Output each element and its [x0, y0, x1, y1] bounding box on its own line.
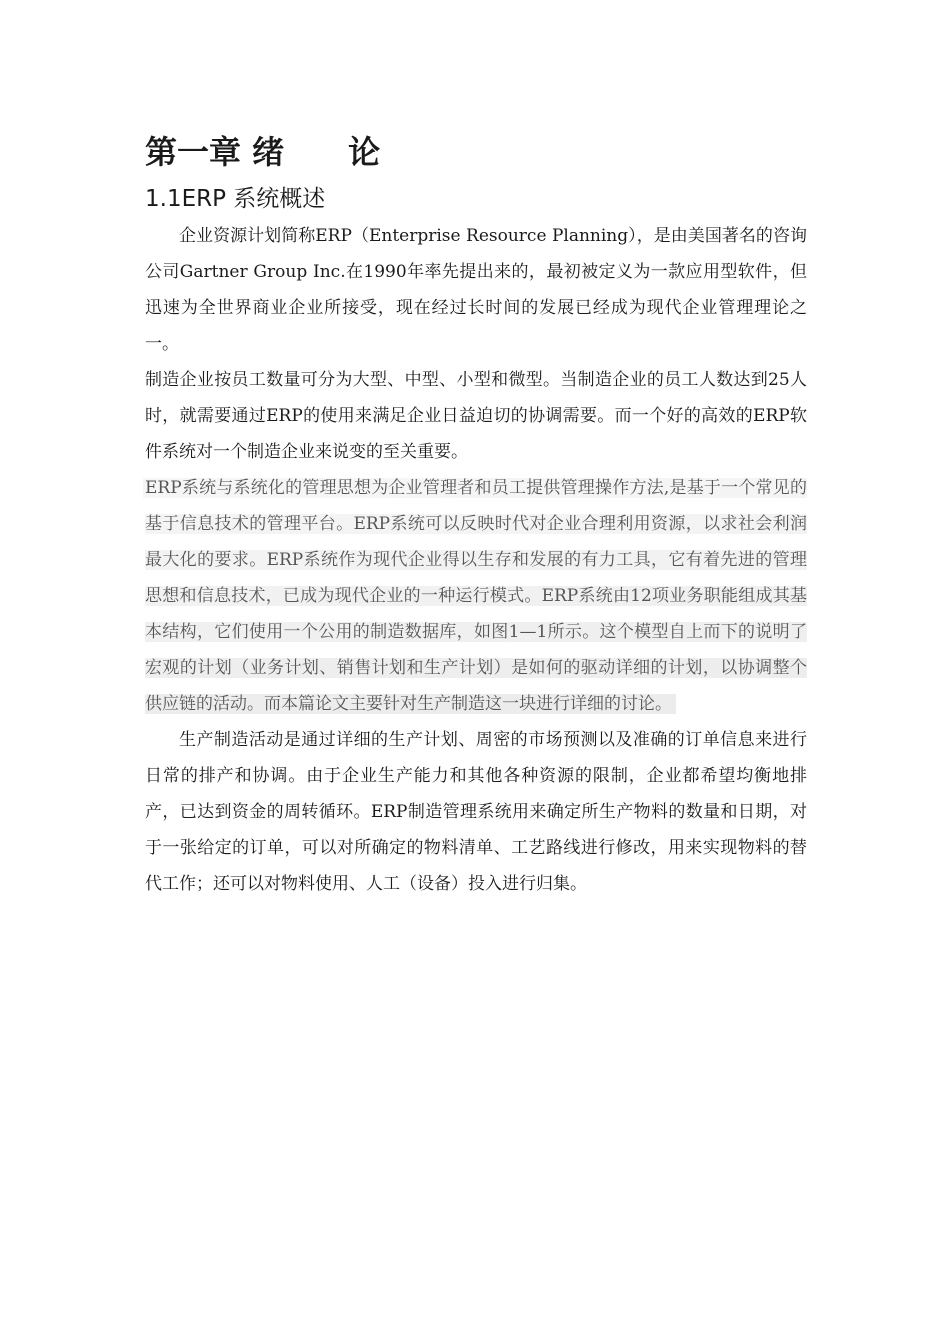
document-page [145, 128, 807, 902]
section-title: 1.1ERP 系统概述 [145, 186, 326, 212]
paragraph-erp-definition: 企业资源计划简称ERP（Enterprise Resource Planning），是由美国著名的咨询公司Gartner Group Inc.在1990年率先提出来的，最初被定义为一款应用型软件，但迅速为全世界商业企业所接受，现在经过长时间的发展已经成为现代企业管理理论之一。 [145, 226, 807, 354]
paragraph-erp-system [145, 470, 807, 722]
paragraph-production-activities: 生产制造活动是通过详细的生产计划、周密的市场预测以及准确的订单信息来进行日常的排产和协调。由于企业生产能力和其他各种资源的限制，企业都希望均衡地排产，已达到资金的周转循环。ERP制造管理系统用来确定所生产物料的数量和日期，对于一张给定的订单，可以对所确定的物料清单、工艺路线进行修改，用来实现物料的替代工作；还可以对物料使用、人工（设备）投入进行归集。 [145, 730, 807, 894]
paragraph-erp-system-text: ERP系统与系统化的管理思想为企业管理者和员工提供管理操作方法,是基于一个常见的基于信息技术的管理平台。ERP系统可以反映时代对企业合理利用资源，以求社会利润最大化的要求。ERP系统作为现代企业得以生存和发展的有力工具，它有着先进的管理思想和信息技术，已成为现代企业的一种运行模式。ERP系统由12项业务职能组成其基本结构，它们使用一个公用的制造数据库，如图1—1所示。这个模型自上而下的说明了宏观的计划（业务计划、销售计划和生产计划）是如何的驱动详细的计划，以协调整个供应链的活动。而本篇论文主要针对生产制造这一块进行详细的讨论。 [145, 478, 807, 714]
chapter-title: 第一章 绪 论 [145, 133, 381, 171]
paragraph-manufacturing-scale: 制造企业按员工数量可分为大型、中型、小型和微型。当制造企业的员工人数达到25人时，就需要通过ERP的使用来满足企业日益迫切的协调需要。而一个好的高效的ERP软件系统对一个制造企业来说变的至关重要。 [145, 370, 807, 462]
